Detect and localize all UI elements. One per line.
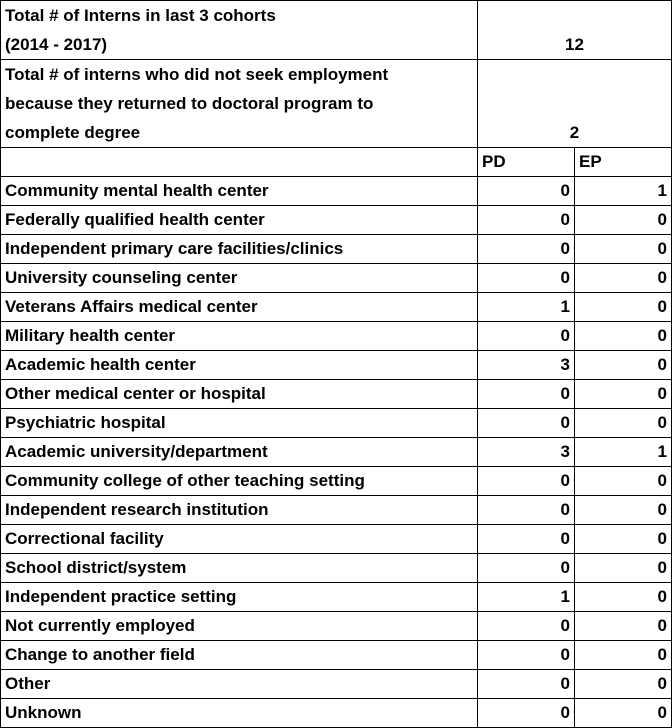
table-row xyxy=(1,641,672,670)
pd-value-cell: 0 xyxy=(478,177,575,206)
returned-to-program-label xyxy=(1,60,478,148)
pd-value-cell: 0 xyxy=(478,467,575,496)
ep-column-header: EP xyxy=(575,148,672,177)
setting-cell: Correctional facility xyxy=(1,525,478,554)
pd-value-cell: 0 xyxy=(478,264,575,293)
setting-cell: Other medical center or hospital xyxy=(1,380,478,409)
header-blank-cell xyxy=(1,148,478,177)
ep-value-cell: 0 xyxy=(575,612,672,641)
pd-value-cell: 3 xyxy=(478,351,575,380)
table-row xyxy=(1,612,672,641)
returned-label-line2: because they returned to doctoral program to xyxy=(5,94,374,113)
setting-cell: Veterans Affairs medical center xyxy=(1,293,478,322)
pd-value-cell: 0 xyxy=(478,554,575,583)
table-row xyxy=(1,351,672,380)
setting-cell: Other xyxy=(1,670,478,699)
setting-cell: Unknown xyxy=(1,699,478,728)
pd-column-header: PD xyxy=(478,148,575,177)
table-row xyxy=(1,293,672,322)
setting-cell: Academic health center xyxy=(1,351,478,380)
table-row xyxy=(1,467,672,496)
pd-value-cell: 1 xyxy=(478,583,575,612)
returned-label-line1: Total # of interns who did not seek employment xyxy=(5,65,389,84)
ep-value-cell: 0 xyxy=(575,380,672,409)
ep-value-cell: 0 xyxy=(575,206,672,235)
total-interns-label-line1: Total # of Interns in last 3 cohorts xyxy=(5,6,276,25)
ep-value-cell: 1 xyxy=(575,438,672,467)
table-row xyxy=(1,699,672,728)
table-row xyxy=(1,380,672,409)
ep-value-cell: 0 xyxy=(575,322,672,351)
ep-value-cell: 0 xyxy=(575,641,672,670)
returned-to-program-value: 2 xyxy=(478,60,672,148)
ep-value-cell: 0 xyxy=(575,409,672,438)
returned-to-program-row xyxy=(1,60,672,148)
ep-value-cell: 0 xyxy=(575,670,672,699)
table-row xyxy=(1,496,672,525)
setting-cell: Federally qualified health center xyxy=(1,206,478,235)
table-row xyxy=(1,554,672,583)
pd-value-cell: 0 xyxy=(478,409,575,438)
table-row xyxy=(1,206,672,235)
table-row xyxy=(1,583,672,612)
ep-value-cell: 0 xyxy=(575,583,672,612)
table-row xyxy=(1,322,672,351)
ep-value-cell: 0 xyxy=(575,293,672,322)
table-row xyxy=(1,409,672,438)
ep-value-cell: 0 xyxy=(575,699,672,728)
setting-cell: University counseling center xyxy=(1,264,478,293)
total-interns-row xyxy=(1,1,672,60)
ep-value-cell: 0 xyxy=(575,496,672,525)
ep-value-cell: 0 xyxy=(575,264,672,293)
setting-cell: School district/system xyxy=(1,554,478,583)
setting-cell: Psychiatric hospital xyxy=(1,409,478,438)
ep-value-cell: 0 xyxy=(575,467,672,496)
pd-value-cell: 0 xyxy=(478,641,575,670)
pd-value-cell: 0 xyxy=(478,206,575,235)
total-interns-label xyxy=(1,1,478,60)
setting-cell: Independent primary care facilities/clinics xyxy=(1,235,478,264)
column-header-row xyxy=(1,148,672,177)
total-interns-value: 12 xyxy=(478,1,672,60)
setting-cell: Community college of other teaching setting xyxy=(1,467,478,496)
pd-value-cell: 0 xyxy=(478,670,575,699)
pd-value-cell: 1 xyxy=(478,293,575,322)
total-interns-label-line2: (2014 - 2017) xyxy=(5,35,108,54)
setting-cell: Community mental health center xyxy=(1,177,478,206)
ep-value-cell: 0 xyxy=(575,525,672,554)
ep-value-cell: 0 xyxy=(575,235,672,264)
setting-cell: Independent practice setting xyxy=(1,583,478,612)
setting-cell: Military health center xyxy=(1,322,478,351)
setting-cell: Academic university/department xyxy=(1,438,478,467)
table-row xyxy=(1,438,672,467)
pd-value-cell: 0 xyxy=(478,612,575,641)
pd-value-cell: 0 xyxy=(478,235,575,264)
setting-cell: Independent research institution xyxy=(1,496,478,525)
table-row xyxy=(1,670,672,699)
pd-value-cell: 0 xyxy=(478,525,575,554)
ep-value-cell: 0 xyxy=(575,351,672,380)
table-row xyxy=(1,235,672,264)
table-row xyxy=(1,264,672,293)
setting-cell: Change to another field xyxy=(1,641,478,670)
ep-value-cell: 1 xyxy=(575,177,672,206)
pd-value-cell: 0 xyxy=(478,380,575,409)
pd-value-cell: 3 xyxy=(478,438,575,467)
table-row xyxy=(1,525,672,554)
pd-value-cell: 0 xyxy=(478,496,575,525)
pd-value-cell: 0 xyxy=(478,322,575,351)
setting-cell: Not currently employed xyxy=(1,612,478,641)
pd-value-cell: 0 xyxy=(478,699,575,728)
returned-label-line3: complete degree xyxy=(5,123,141,142)
table-row xyxy=(1,177,672,206)
ep-value-cell: 0 xyxy=(575,554,672,583)
